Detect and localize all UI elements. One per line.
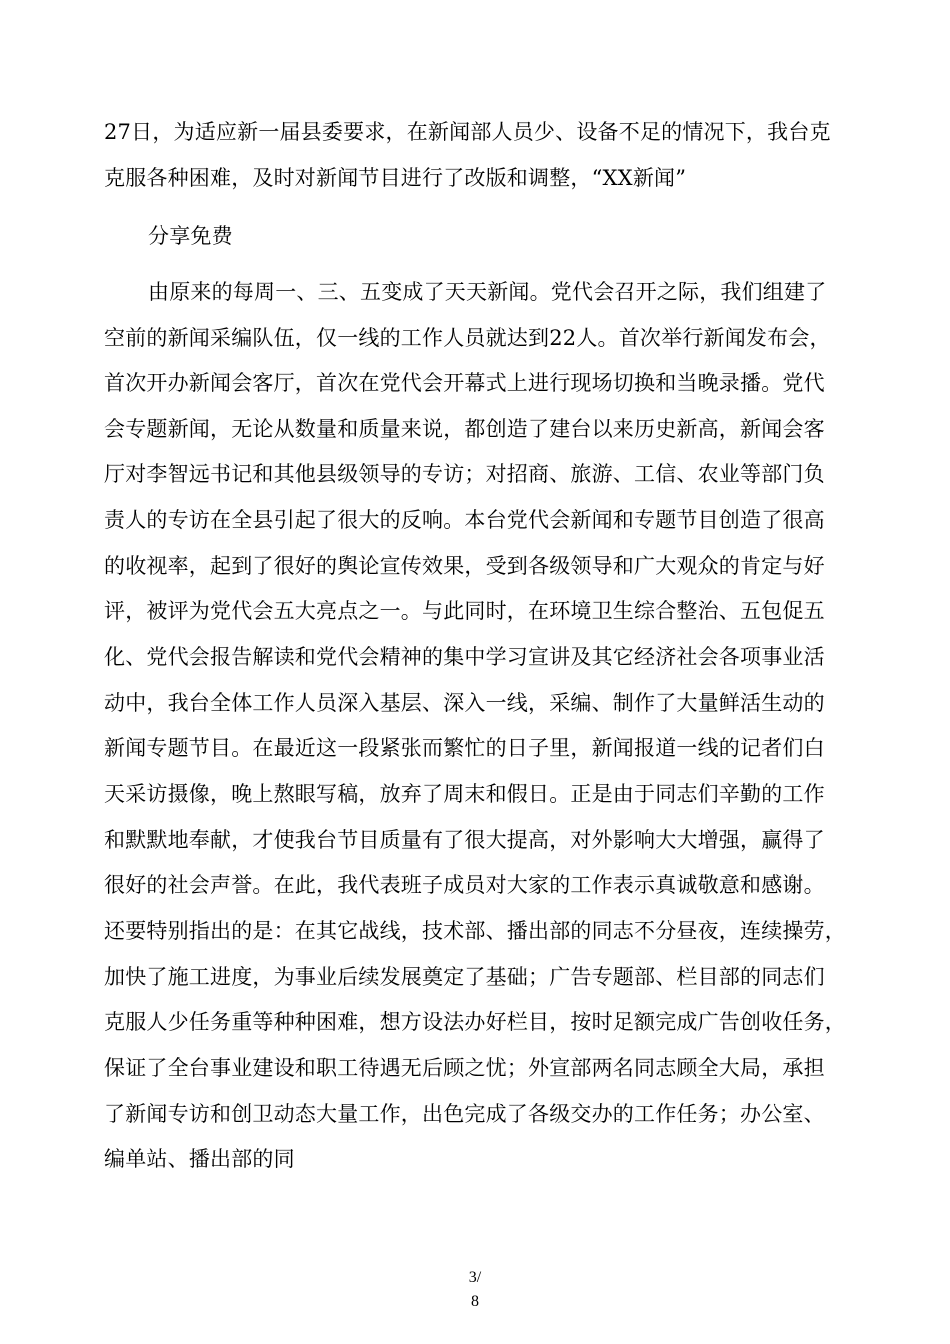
paragraph-line-16: 很好的社会声誉。在此，我代表班子成员对大家的工作表示真诚敬意和感谢。: [104, 873, 825, 897]
page-number-bottom: 8: [471, 1293, 479, 1310]
paragraph-line-12: 动中，我台全体工作人员深入基层、深入一线，采编、制作了大量鲜活生动的: [104, 691, 825, 715]
paragraph-line-4: 空前的新闻采编队伍，仅一线的工作人员就达到22人。首次举行新闻发布会，: [104, 326, 831, 350]
paragraph-line-2: 克服各种困难，及时对新闻节目进行了改版和调整，“XX新闻”: [104, 166, 687, 190]
paragraph-line-19: 克服人少任务重等种种困难，想方设法办好栏目，按时足额完成广告创收任务，: [104, 1010, 846, 1034]
paragraph-line-21: 了新闻专访和创卫动态大量工作，出色完成了各级交办的工作任务；办公室、: [104, 1102, 825, 1126]
paragraph-line-8: 责人的专访在全县引起了很大的反响。本台党代会新闻和专题节目创造了很高: [104, 508, 825, 532]
paragraph-line-13: 新闻专题节目。在最近这一段紧张而繁忙的日子里，新闻报道一线的记者们白: [104, 736, 825, 760]
page-number-top: 3/: [468, 1269, 482, 1286]
paragraph-line-18: 加快了施工进度，为事业后续发展奠定了基础；广告专题部、栏目部的同志们: [104, 965, 825, 989]
paragraph-line-10: 评，被评为党代会五大亮点之一。与此同时，在环境卫生综合整治、五包促五: [104, 599, 825, 623]
paragraph-line-1: 27日，为适应新一届县委要求，在新闻部人员少、设备不足的情况下，我台克: [104, 120, 831, 144]
paragraph-line-22: 编单站、播出部的同: [104, 1147, 295, 1171]
paragraph-line-20: 保证了全台事业建设和职工待遇无后顾之忧；外宣部两名同志顾全大局，承担: [104, 1056, 825, 1080]
paragraph-line-14: 天采访摄像，晚上熬眼写稿，放弃了周末和假日。正是由于同志们辛勤的工作: [104, 782, 825, 806]
paragraph-line-11: 化、党代会报告解读和党代会精神的集中学习宣讲及其它经济社会各项事业活: [104, 645, 825, 669]
paragraph-line-5: 首次开办新闻会客厅，首次在党代会开幕式上进行现场切换和当晚录播。党代: [104, 371, 825, 395]
paragraph-line-15: 和默默地奉献，才使我台节目质量有了很大提高，对外影响大大增强，赢得了: [104, 828, 825, 852]
paragraph-line-9: 的收视率，起到了很好的舆论宣传效果，受到各级领导和广大观众的肯定与好: [104, 554, 825, 578]
paragraph-line-7: 厅对李智远书记和其他县级领导的专访；对招商、旅游、工信、农业等部门负: [104, 462, 825, 486]
share-free-text: 分享免费: [148, 224, 233, 248]
paragraph-line-17: 还要特别指出的是：在其它战线，技术部、播出部的同志不分昼夜，连续操劳，: [104, 919, 846, 943]
paragraph-line-3: 由原来的每周一、三、五变成了天天新闻。党代会召开之际，我们组建了: [148, 280, 827, 304]
paragraph-line-6: 会专题新闻，无论从数量和质量来说，都创造了建台以来历史新高，新闻会客: [104, 417, 825, 441]
